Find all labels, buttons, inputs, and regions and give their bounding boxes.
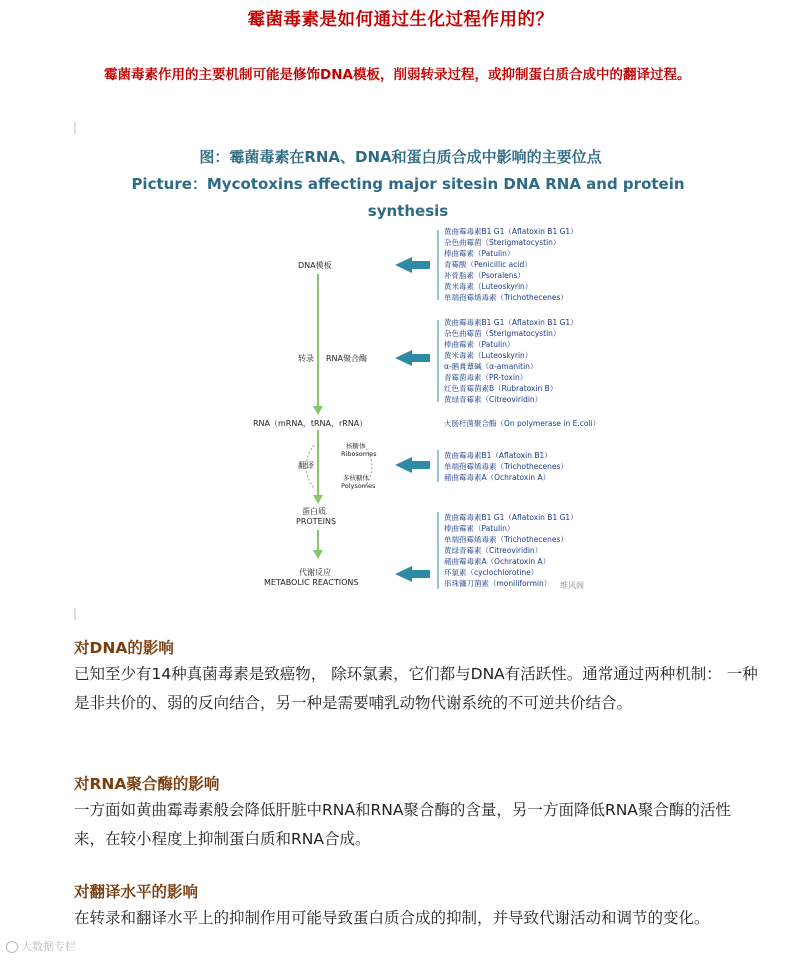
arrow-rna-to-protein-head <box>313 495 323 504</box>
figure-watermark: 维风阁 <box>560 581 584 590</box>
inhibit-arrow-dna <box>395 257 430 273</box>
toxin-item: 黄曲霉毒素B1 G1（Aflatoxin B1 G1） <box>444 227 578 236</box>
toxin-item: 黄米毒素（Luteoskyrin） <box>444 351 533 360</box>
corner-watermark <box>6 938 76 954</box>
toxin-item: 杂色曲霉菌（Sterigmatocystin） <box>444 329 561 338</box>
figure-title-en: Picture：Mycotoxins affecting major sitesin DNA RNA and protein synthesis <box>131 175 685 220</box>
label-ribosomes-en: Ribosomes <box>341 450 377 458</box>
toxin-item: α-鹅膏蕈碱（α-amanitin） <box>444 362 538 371</box>
label-rna: RNA（mRNA，tRNA，rRNA） <box>253 419 368 428</box>
toxin-item: 环氯素（cyclochlorotine） <box>444 568 539 577</box>
label-metabolic-en: METABOLIC REACTIONS <box>264 578 359 587</box>
mycotoxin-diagram <box>240 222 620 598</box>
section-heading-rna-polymerase: 对RNA聚合酶的影响 <box>74 775 220 793</box>
ecoli-note: 大肠杆菌聚合酶（On polymerase in E.coli） <box>444 419 601 428</box>
section-body-rna-polymerase: 一方面如黄曲霉毒素般会降低肝脏中RNA和RNA聚合酶的含量，另一方面降低RNA聚合酶的活性来，在较小程度上抑制蛋白质和RNA合成。 <box>74 801 731 848</box>
toxin-item: 棒曲霉素（Patulin） <box>444 524 515 533</box>
toxin-list-dna <box>444 226 578 303</box>
toxin-item: 杂色曲霉菌（Sterigmatocystin） <box>444 238 561 247</box>
label-metabolic-cn: 代谢反应 <box>299 568 331 577</box>
section-heading-translation: 对翻译水平的影响 <box>74 883 199 901</box>
toxin-item: 黄米毒素（Luteoskyrin） <box>444 282 533 291</box>
toxin-item: 补骨脂素（Psoralens） <box>444 271 525 280</box>
figure-title-cn: 图：霉菌毒素在RNA、DNA和蛋白质合成中影响的主要位点 <box>199 148 602 166</box>
label-dna-template: DNA模板 <box>298 261 332 270</box>
toxin-item: 单端孢霉烯毒素（Trichothecenes） <box>444 462 568 471</box>
toxin-item: 黄绿青霉素（Citreoviridin） <box>444 546 543 555</box>
inhibit-arrow-polymerase <box>395 350 430 366</box>
toxin-item: 青霉菌毒素（PR-toxin） <box>444 373 528 382</box>
toxin-item: 黄曲霉毒素B1（Aflatoxin B1） <box>444 451 552 460</box>
figure-divider-top <box>74 122 76 134</box>
toxin-item: 串珠镰刀菌素（moniliformin） <box>444 579 552 588</box>
toxin-item: 黄曲霉毒素B1 G1（Aflatoxin B1 G1） <box>444 513 578 522</box>
label-ribosomes-cn: 核糖体 <box>346 442 366 450</box>
label-proteins-en: PROTEINS <box>296 517 337 526</box>
toxin-item: 单端孢霉烯毒素（Trichothecenes） <box>444 535 568 544</box>
section-heading-dna: 对DNA的影响 <box>74 639 174 657</box>
label-polysomes-en: Polysomes <box>341 482 376 490</box>
inhibit-arrow-translation <box>395 457 430 473</box>
section-body-dna: 已知至少有14种真菌毒素是致癌物， 除环氯素，它们都与DNA有活跃性。通常通过两种机制： 一种是非共价的、弱的反向结合，另一种是需要哺乳动物代谢系统的不可逆共价结合。 <box>74 665 758 712</box>
figure-divider-bottom <box>74 608 76 620</box>
label-transcription: 转录 <box>298 354 314 363</box>
toxin-item: 赭曲霉毒素A（Ochratoxin A） <box>444 557 551 566</box>
toxin-item: 赭曲霉毒素A（Ochratoxin A） <box>444 473 551 482</box>
label-rna-polymerase: RNA聚合酶 <box>326 354 368 363</box>
watermark-logo-icon <box>6 941 18 953</box>
toxin-item: 红色青霉菌素B（Rubratoxin B） <box>444 384 558 393</box>
label-translation: 翻译 <box>298 461 314 470</box>
label-polysomes-cn: 多核糖体 <box>343 474 369 482</box>
toxin-list-metabolic <box>444 512 578 589</box>
arrow-dna-to-rna-head <box>313 406 323 415</box>
toxin-item: 黄绿青霉素（Citreoviridin） <box>444 395 543 404</box>
toxin-item: 棒曲霉素（Patulin） <box>444 249 515 258</box>
arrow-protein-to-metabolic-head <box>313 550 323 559</box>
label-proteins-cn: 蛋白质 <box>302 507 326 516</box>
section-body-translation: 在转录和翻译水平上的抑制作用可能导致蛋白质合成的抑制，并导致代谢活动和调节的变化。 <box>74 909 710 927</box>
toxin-list-polymerase <box>444 317 578 405</box>
inhibit-arrow-metabolic <box>395 566 430 582</box>
toxin-item: 青霉酸（Penicillic acid） <box>444 260 532 269</box>
toxin-item: 棒曲霉素（Patulin） <box>444 340 515 349</box>
page-title: 霉菌毒素是如何通过生化过程作用的？ <box>247 10 554 30</box>
corner-watermark-text: 大数据专栏 <box>21 940 76 953</box>
toxin-item: 黄曲霉毒素B1 G1（Aflatoxin B1 G1） <box>444 318 578 327</box>
toxin-item: 单端孢霉烯毒素（Trichothecenes） <box>444 293 568 302</box>
intro-paragraph: 霉菌毒素作用的主要机制可能是修饰DNA模板，削弱转录过程，或抑制蛋白质合成中的翻译过程。 <box>104 67 691 83</box>
toxin-list-translation <box>444 450 568 483</box>
